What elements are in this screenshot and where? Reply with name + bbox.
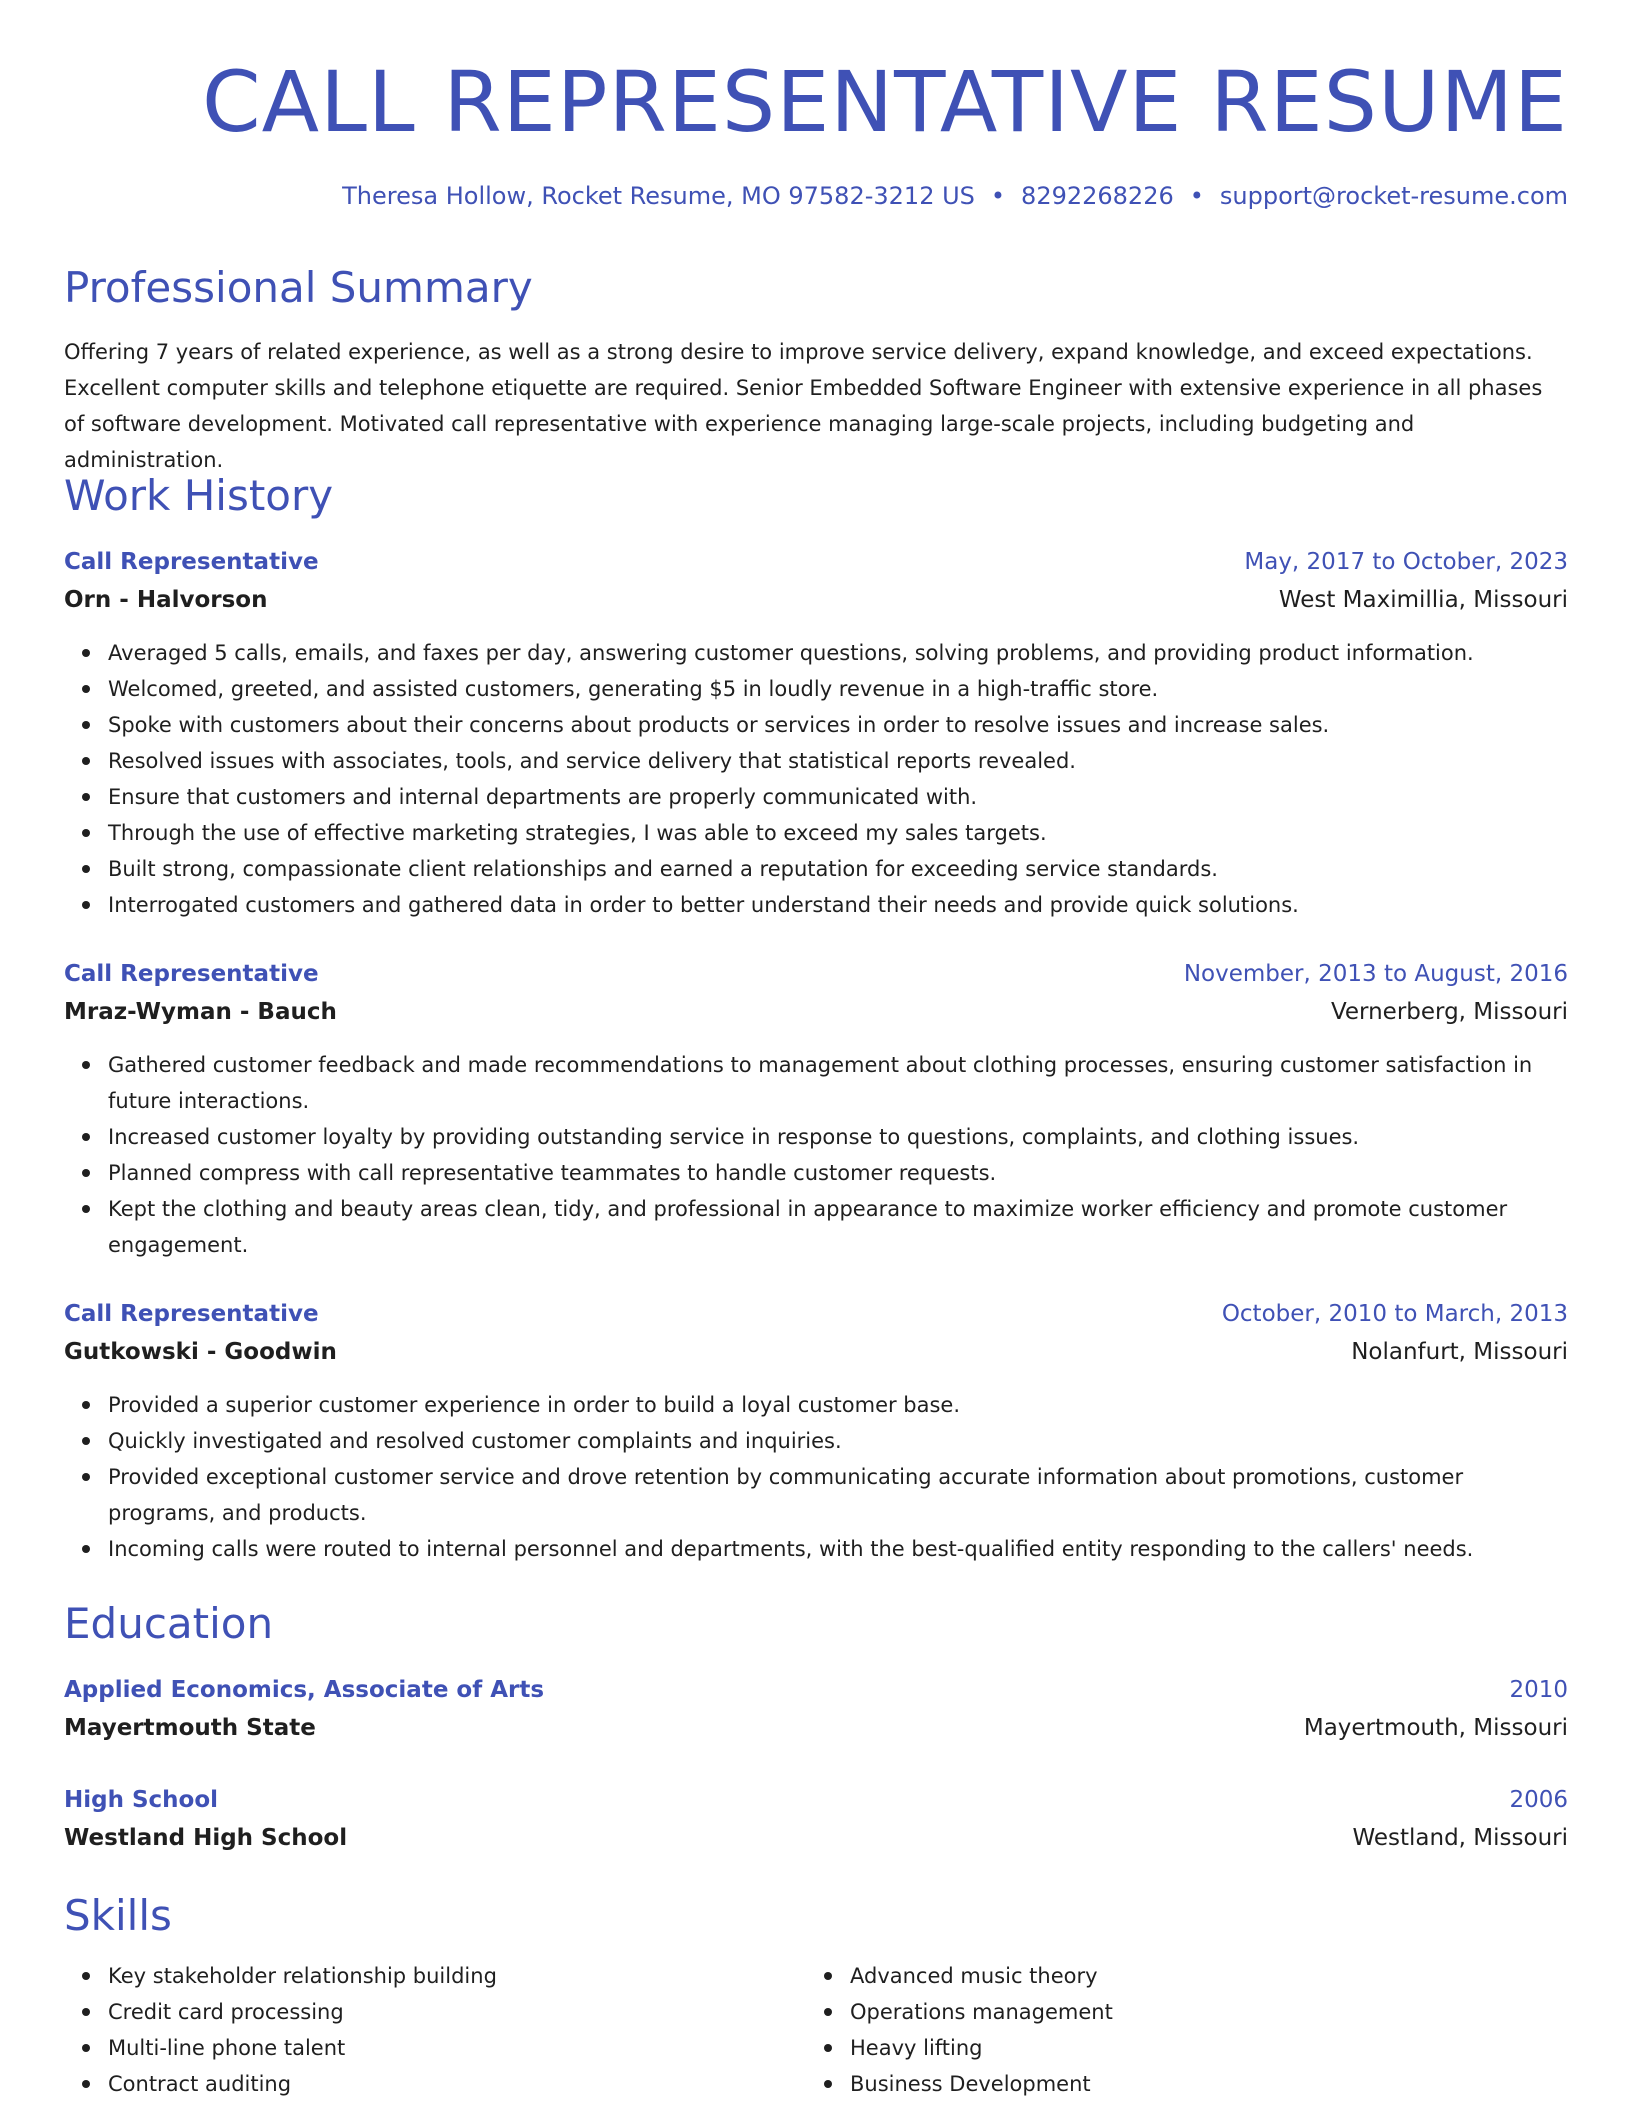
skills-list [806, 1958, 1506, 2102]
education-entry [64, 1671, 1568, 1747]
job-header-row [64, 1295, 1568, 1333]
education-year: 2006 [1509, 1787, 1568, 1813]
job-location: West Maximillia, Missouri [1278, 587, 1568, 613]
list-item: Welcomed, greeted, and assisted customers, generating $5 in loudly revenue in a high-traffic store. [108, 671, 1568, 707]
job-dates: May, 2017 to October, 2023 [1244, 549, 1568, 575]
list-item: Averaged 5 calls, emails, and faxes per day, answering customer questions, solving problems, and providing product information. [108, 635, 1568, 671]
education-degree: Applied Economics, Associate of Arts [64, 1677, 545, 1703]
skill-item: Advanced music theory [850, 1958, 1506, 1994]
list-item: Increased customer loyalty by providing outstanding service in response to questions, complaints, and clothing issues. [108, 1119, 1568, 1155]
list-item: Provided exceptional customer service and drove retention by communicating accurate information about promotions, customer programs, and products. [108, 1459, 1568, 1531]
list-item: Through the use of effective marketing strategies, I was able to exceed my sales targets. [108, 815, 1568, 851]
skills-column-right [806, 1958, 1506, 2102]
list-item: Kept the clothing and beauty areas clean, tidy, and professional in appearance to maximize worker efficiency and promote customer engagement. [108, 1191, 1568, 1263]
job-entry [64, 955, 1568, 1263]
job-entry [64, 543, 1568, 923]
education-school: Westland High School [64, 1825, 348, 1851]
job-bullets [64, 1047, 1568, 1263]
education-location: Westland, Missouri [1352, 1825, 1568, 1851]
job-header-row [64, 955, 1568, 993]
job-bullets [64, 1387, 1568, 1567]
list-item: Ensure that customers and internal departments are properly communicated with. [108, 779, 1568, 815]
job-entry [64, 1295, 1568, 1567]
contact-separator: • [990, 182, 1006, 210]
job-company-row [64, 581, 1568, 619]
list-item: Incoming calls were routed to internal personnel and departments, with the best-qualified entity responding to the callers' needs. [108, 1531, 1568, 1567]
education-school-row [64, 1819, 1568, 1857]
skills-list [64, 1958, 764, 2102]
list-item: Quickly investigated and resolved customer complaints and inquiries. [108, 1423, 1568, 1459]
job-dates: November, 2013 to August, 2016 [1183, 961, 1568, 987]
skill-item: Heavy lifting [850, 2030, 1506, 2066]
list-item: Planned compress with call representative teammates to handle customer requests. [108, 1155, 1568, 1191]
section-title-skills: Skills [64, 1891, 172, 1940]
contact-separator: • [1189, 182, 1204, 210]
job-bullets [64, 635, 1568, 923]
job-role: Call Representative [64, 961, 319, 987]
job-company: Gutkowski - Goodwin [64, 1339, 337, 1365]
contact-phone[interactable]: 8292268226 [1021, 182, 1174, 210]
education-header-row [64, 1671, 1568, 1709]
education-school: Mayertmouth State [64, 1715, 316, 1741]
contact-address: Theresa Hollow, Rocket Resume, MO 97582-3212 US [342, 182, 975, 210]
job-role: Call Representative [64, 1301, 319, 1327]
job-dates: October, 2010 to March, 2013 [1221, 1301, 1568, 1327]
contact-line [342, 180, 1568, 212]
skill-item: Credit card processing [108, 1994, 764, 2030]
education-location: Mayertmouth, Missouri [1303, 1715, 1568, 1741]
job-company: Mraz-Wyman - Bauch [64, 999, 337, 1025]
summary-text: Offering 7 years of related experience, as well as a strong desire to improve service delivery, expand knowledge, and exceed expectations. Excellent computer skills and telephone etiquette are required. Senior Embedded Software Engineer with extensive experience in all phases of software development. Motivated call representative with experience managing large-scale projects, including budgeting and administration. [64, 340, 1543, 472]
job-role: Call Representative [64, 549, 319, 575]
list-item: Gathered customer feedback and made recommendations to management about clothing processes, ensuring customer satisfaction in future interactions. [108, 1047, 1568, 1119]
education-header-row [64, 1781, 1568, 1819]
education-year: 2010 [1509, 1677, 1568, 1703]
skill-item: Key stakeholder relationship building [108, 1958, 764, 1994]
job-company-row [64, 993, 1568, 1031]
job-location: Nolanfurt, Missouri [1351, 1339, 1568, 1365]
education-entry [64, 1781, 1568, 1857]
list-item: Built strong, compassionate client relationships and earned a reputation for exceeding service standards. [108, 851, 1568, 887]
education-school-row [64, 1709, 1568, 1747]
job-location: Vernerberg, Missouri [1330, 999, 1568, 1025]
skill-item: Multi-line phone talent [108, 2030, 764, 2066]
job-company-row [64, 1333, 1568, 1371]
section-title-education: Education [64, 1599, 274, 1648]
section-title-summary: Professional Summary [64, 263, 533, 312]
list-item: Resolved issues with associates, tools, and service delivery that statistical reports revealed. [108, 743, 1568, 779]
skill-item: Contract auditing [108, 2066, 764, 2102]
skill-item: Operations management [850, 1994, 1506, 2030]
job-company: Orn - Halvorson [64, 587, 268, 613]
list-item: Interrogated customers and gathered data in order to better understand their needs and provide quick solutions. [108, 887, 1568, 923]
list-item: Provided a superior customer experience in order to build a loyal customer base. [108, 1387, 1568, 1423]
contact-email[interactable]: support@rocket-resume.com [1219, 182, 1568, 210]
section-title-work-history: Work History [64, 471, 334, 520]
skills-column-left [64, 1958, 764, 2102]
resume-title: CALL REPRESENTATIVE RESUME [201, 53, 1568, 151]
skill-item: Business Development [850, 2066, 1506, 2102]
job-header-row [64, 543, 1568, 581]
education-degree: High School [64, 1787, 219, 1813]
list-item: Spoke with customers about their concerns about products or services in order to resolve issues and increase sales. [108, 707, 1568, 743]
